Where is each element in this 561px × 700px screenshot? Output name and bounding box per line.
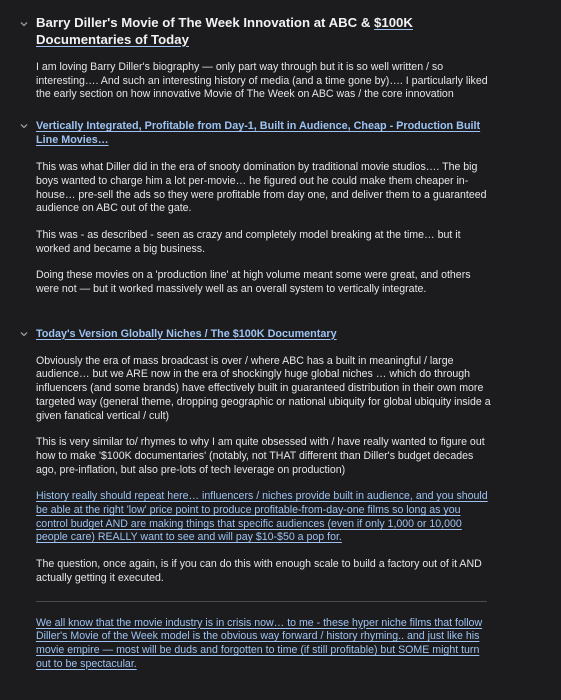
section-todays-version (0, 327, 561, 586)
paragraph-link[interactable]: We all know that the movie industry is in crisis now… to me - these hyper niche films that follow Diller's Movie of the Week model is the obvious way forward / history rhyming.. and just like his movie empire — most will be duds and forgotten to time (if still profitable) but SOME might turn out to be spectacular. (36, 616, 483, 670)
heading-link-documentaries[interactable]: $100K Documentaries of Today (36, 15, 413, 47)
paragraph: This was - as described - seen as crazy and completely model breaking at the time… but it worked and became a big business. (36, 228, 461, 255)
paragraph-link[interactable]: History really should repeat here… influencers / niches provide built in audience, and you should be able at the right 'low' price point to produce profitable-from-day-one films so long as you control budget AND are making things that specific audiences (even if only 1,000 or 10,000 people care) REALLY want to see and will pay $10-$50 a pop for. (36, 490, 488, 544)
paragraph: I am loving Barry Diller's biography — only part way through but it is so well written / so interesting…. And such an interesting history of media (and a time gone by)…. I particularly liked the early section on how innovative Movie of The Week on ABC was / the core innovation (36, 61, 488, 101)
paragraph: Doing these movies on a 'production line' at high volume meant some were great, and others were not — but it worked massively well as an overall system to vertically integrate. (36, 269, 471, 296)
heading-text: Barry Diller's Movie of The Week Innovation at ABC & (36, 15, 375, 30)
paragraph: Obviously the era of mass broadcast is over / where ABC has a built in meaningful / large audience… but we ARE now in the era of shockingly huge global niches … which do through influencers (and some brands) have effectively built in guaranteed distribution in their own more targeted way (general theme, dropping geographic or national ubiquity for global ubiquity inside a given fanatical vertical / cult) (36, 354, 491, 422)
heading-vertically-integrated[interactable]: Vertically Integrated, Profitable from Day-1, Built in Audience, Cheap - Production Built Line Movies… (36, 120, 481, 147)
chevron-down-icon[interactable] (19, 19, 29, 29)
section-vertically-integrated (0, 119, 561, 297)
chevron-down-icon[interactable] (19, 329, 29, 339)
chevron-down-icon[interactable] (19, 121, 29, 131)
section-movie-of-the-week (0, 14, 561, 102)
paragraph: This is very similar to/ rhymes to why I am quite obsessed with / have really wanted to figure out how to make '$100K documentaries' (notably, not THAT different than Diller's budget decades ago, pre-inflation, but also pre-lots of tech leverage on production) (36, 436, 485, 476)
paragraph: The question, once again, is if you can do this with enough scale to build a factory out of it AND actually getting it executed. (36, 558, 482, 584)
section-closing (0, 617, 561, 672)
paragraph: This was what Diller did in the era of snooty domination by traditional movie studios…. The big boys wanted to charge him a lot per-movie… he figured out he could make them cheaper in-house… pre-sell the ads so they were profitable from day one, and deliver them to a guaranteed audience on ABC out of the gate. (36, 161, 487, 215)
heading-todays-version[interactable]: Today's Version Globally Niches / The $100K Documentary (36, 327, 337, 340)
heading-movie-of-the-week (36, 14, 491, 48)
